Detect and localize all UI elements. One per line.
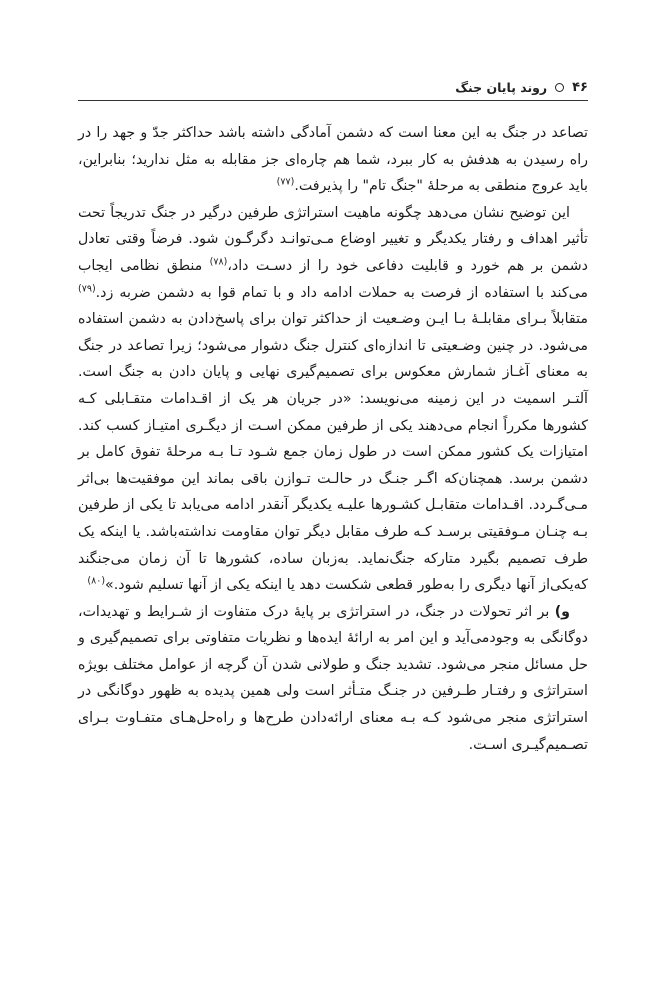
- paragraph: [78, 599, 588, 759]
- body-text: [78, 120, 588, 758]
- paragraph-text: این توضیح نشان می‌دهد چگونه ماهیت استراتژی طرفین درگیر در جنگ تدریجاً تحت تأثیر اهداف و رفتار یکدیگر و تغییر اوضاع مـی‌توانـد دگرگـون شود. فرضاً وقتی تعادل دشمن بر هم خورد و قابلیت دفاعی خود را از دسـت داد،: [78, 204, 588, 274]
- footnote-reference: (۷۹): [78, 282, 96, 294]
- circle-bullet-icon: [555, 83, 564, 92]
- paragraph-text: تصاعد در جنگ به این معنا است که دشمن آمادگی داشته باشد حداکثر جدّ و جهد را در راه رسیدن به هدفش به کار ببرد، شما هم چاره‌ای جز مقابله به مثل ندارید؛ بنابراین، باید عروج منطقی به مرحلهٔ "جنگ تام" را پذیرفت.: [78, 125, 588, 195]
- paragraph: [78, 200, 588, 599]
- chapter-title: روند پایان جنگ: [455, 79, 548, 95]
- list-marker: و): [554, 603, 570, 620]
- running-header: [78, 76, 588, 98]
- header-divider: [78, 100, 588, 101]
- paragraph-text: بر اثر تحولات در جنگ، در استراتژی بر پایهٔ درک متفاوت از شـرایط و تهدیدات، دوگانگی به وجودمی‌آید و این امر به ارائهٔ ایده‌ها و نظریات متفاوتی برای تصمیم‌گیری و حل مسائل منجر می‌شود. تشدید جنگ و طولانی شدن آن گرچه از عوامل مختلف بویژه استراتژی و رفتـار طـرفین در جنـگ متـأثر است ولی همین پدیده به ظهور دوگانگی در استراتژی منجر می‌شود کـه بـه معنای ارائه‌دادن طرح‌ها و راه‌حل‌هـای متفـاوت بـرای تصـمیم‌گیـری اسـت.: [78, 603, 588, 753]
- footnote-reference: (۸۰): [87, 575, 106, 587]
- footnote-reference: (۷۷): [276, 176, 295, 188]
- paragraph-text: منطق نظامی ایجاب می‌کند با استفاده از فرصت به حملات ادامه داد و با تمام قوا به دشمن ضربه زد.: [78, 257, 588, 301]
- page-number: ۴۶: [572, 79, 588, 95]
- paragraph-text: متقابلاً بـرای مقابلـهٔ بـا ایـن وضـعیت از حداکثر توان برای پاسخ‌دادن به دشمن استفاده می‌شود. در چنین وضـعیتی تا اندازه‌ای کنترل جنگ دشوار می‌شود؛ زیرا تصاعد در جنگ به معنای آغـاز شمارش معکوس برای تصمیم‌گیری نهایی و پایان دادن به جنگ است. آلتـر اسمیت در این زمینه می‌نویسد: «در جریان هر یک از اقـدامات متقـابلی کـه کشورها مکرراً انجام می‌دهند یکی از طرفین ممکن اسـت از دیگـری امتیـاز کسب کند. امتیازات یک کشور ممکن است در طول زمان جمع شـود تـا بـه مرحلهٔ تفوق کامل بر دشمن برسد. همچنان‌که اگـر جنـگ در حالـت تـوازن باقی بماند این موفقیت‌ها بی‌اثر مـی‌گـردد. اقـدامات متقابـل کشـورها علیـه یکدیگر آنقدر ادامه می‌یابد تا یکی از طرفین بـه چنـان مـوفقیتی برسـد کـه طرف مقابل دیگر توان مقاومت نداشته‌باشد. یا اینکه یک طرف تصمیم بگیرد متارکه جنگ‌نماید. به‌زبان ساده، کشورها تا آن زمان می‌جنگند که‌یکی‌از آنها دیگری را به‌طور قطعی شکست دهد یا اینکه یکی از آنها تسلیم شود.»: [78, 311, 588, 594]
- footnote-reference: (۷۸): [209, 256, 228, 268]
- paragraph: [78, 120, 588, 200]
